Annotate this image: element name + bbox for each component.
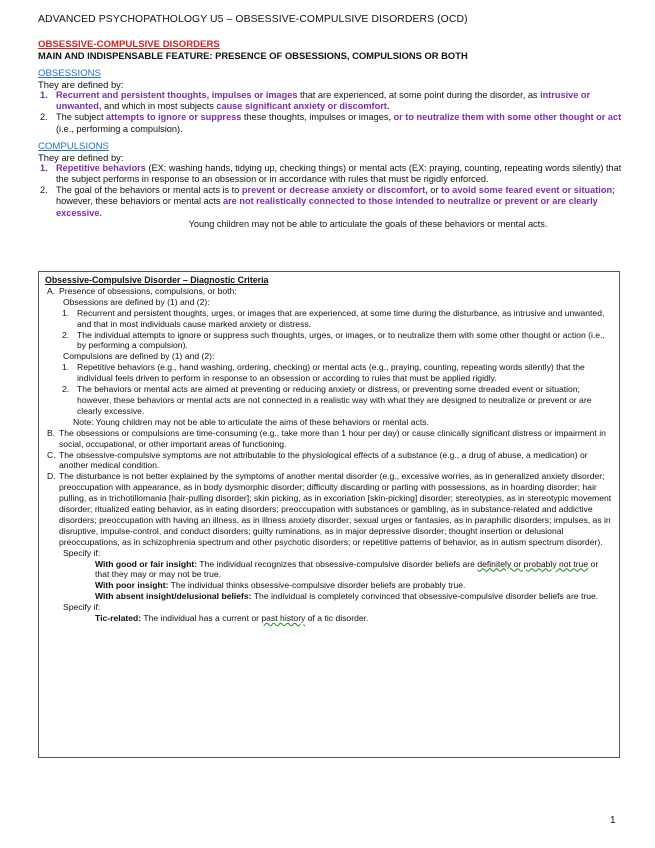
obsessions-intro: They are defined by: — [38, 79, 124, 90]
section-heading: OBSESSIVE-COMPULSIVE DISORDERS — [38, 39, 220, 50]
criterion-a: A. Presence of obsessions, compulsions, or both: — [47, 285, 237, 296]
criterion-a-comp-2: 2. The behaviors or mental acts are aimed at preventing or reducing anxiety or distress, or preventing some dreaded event or situation; however, these behaviors or mental acts are not connected in a realistic way with what they are designed to neutralize or prevent or are clearly excessive. — [62, 384, 592, 416]
specify-label: Specify if: — [63, 602, 101, 613]
page-number: 1 — [610, 815, 616, 826]
obsessions-intro-criteria: Obsessions are defined by (1) and (2): — [63, 296, 210, 307]
main-feature: MAIN AND INDISPENSABLE FEATURE: PRESENCE OF OBSESSIONS, COMPULSIONS OR BOTH — [38, 50, 468, 61]
compulsions-heading: COMPULSIONS — [38, 140, 109, 152]
criteria-title: Obsessive-Compulsive Disorder – Diagnostic Criteria — [45, 275, 269, 285]
list-item: 1. Repetitive behaviors (EX: washing hands, tidying up, checking things) or mental acts (EX: praying, counting, repeating words silently) that the subject performs in response to an obsession or in accordance with rules that must be rigidly enforced. — [40, 162, 622, 185]
obsessions-heading: OBSESSIONS — [38, 68, 101, 79]
list-item: 1. Recurrent and persistent thoughts, impulses or images that are experienced, at some point during the disorder, as intrusive or unwanted, and which in most subjects cause significant anxiety or discomfort. — [40, 90, 591, 112]
specifier-good-insight: With good or fair insight: The individual recognizes that obsessive-compulsive disorder beliefs are definitely or probably not true or that they may or may not be true. — [95, 558, 599, 580]
page-title: ADVANCED PSYCHOPATHOLOGY U5 – OBSESSIVE-COMPULSIVE DISORDERS (OCD) — [38, 14, 468, 25]
criterion-a-obs-2: 2. The individual attempts to ignore or suppress such thoughts, urges, or images, or to neutralize them with some other thought or action (i.e., by performing a compulsion). — [62, 329, 605, 351]
criterion-a-note: Note: Young children may not be able to articulate the aims of these behaviors or mental acts. — [73, 416, 429, 427]
obsessions-list — [38, 90, 628, 135]
criterion-b: B. The obsessions or compulsions are time-consuming (e.g., take more than 1 hour per day) or cause clinically significant distress or impairment in social, occupational, or other important areas of functioning. — [47, 427, 606, 449]
criterion-a-obs-1: 1. Recurrent and persistent thoughts, urges, or images that are experienced, at some time during the disturbance, as intrusive and unwanted, and that in most individuals cause marked anxiety or distress. — [62, 307, 605, 329]
specifier-tic-related: Tic-related: The individual has a current or past history of a tic disorder. — [95, 613, 369, 624]
specifier-absent-insight: With absent insight/delusional beliefs: The individual is completely convinced that obsessive-compulsive disorder beliefs are true. — [95, 591, 599, 602]
compulsions-list — [38, 163, 628, 219]
diagnostic-criteria-box — [38, 271, 620, 758]
list-item: 2. The subject attempts to ignore or suppress these thoughts, impulses or images, or to neutralize them with some other thought or act (i.e., performing a compulsion). — [40, 112, 622, 134]
children-note: Young children may not be able to articulate the goals of these behaviors or mental acts. — [188, 218, 548, 229]
criterion-c: C. The obsessive-compulsive symptoms are not attributable to the physiological effects of a substance (e.g., a drug of abuse, a medication) or another medical condition. — [47, 449, 588, 471]
specifier-poor-insight: With poor insight: The individual thinks obsessive-compulsive disorder beliefs are probably true. — [95, 580, 466, 591]
compulsions-intro: They are defined by: — [38, 151, 124, 163]
criterion-a-comp-1: 1. Repetitive behaviors (e.g., hand washing, ordering, checking) or mental acts (e.g., praying, counting, repeating words silently) that the individual feels driven to perform in response to an obsession or according to rules that must be applied rigidly. — [62, 362, 585, 384]
specify-label: Specify if: — [63, 547, 101, 558]
list-item: 2. The goal of the behaviors or mental acts is to prevent or decrease anxiety or discomfort, or to avoid some feared event or situation; however, these behaviors or mental acts are not realistically connected to those intended to neutralize or prevent or are clearly excessive. — [40, 185, 616, 218]
criterion-d: D. The disturbance is not better explained by the symptoms of another mental disorder (e.g., excessive worries, as in generalized anxiety disorder; preoccupation with appearance, as in body dysmorphic disorder; difficulty discarding or parting with possessions, as in hoarding disorder; hair pulling, as in trichotillomania [hair-pulling disorder]; skin picking, as in excoriation [skin-picking] disorder; stereotypies, as in stereotypic movement disorder; ritualized eating behavior, as in eating disorders; preoccupation with substances or gambling, as in substance-related and addictive disorders; preoccupation with having an illness, as in illness anxiety disorder; sexual urges or fantasies, as in paraphilic disorders; impulses, as in disruptive, impulse-control, and conduct disorders; guilty ruminations, as in major depressive disorder; thought insertion or delusional preoccupations, as in schizophrenia spectrum and other psychotic disorders; or repetitive patterns of behavior, as in autism spectrum disorder). — [47, 471, 612, 547]
summary-section — [38, 39, 628, 230]
compulsions-intro-criteria: Compulsions are defined by (1) and (2): — [63, 351, 215, 362]
